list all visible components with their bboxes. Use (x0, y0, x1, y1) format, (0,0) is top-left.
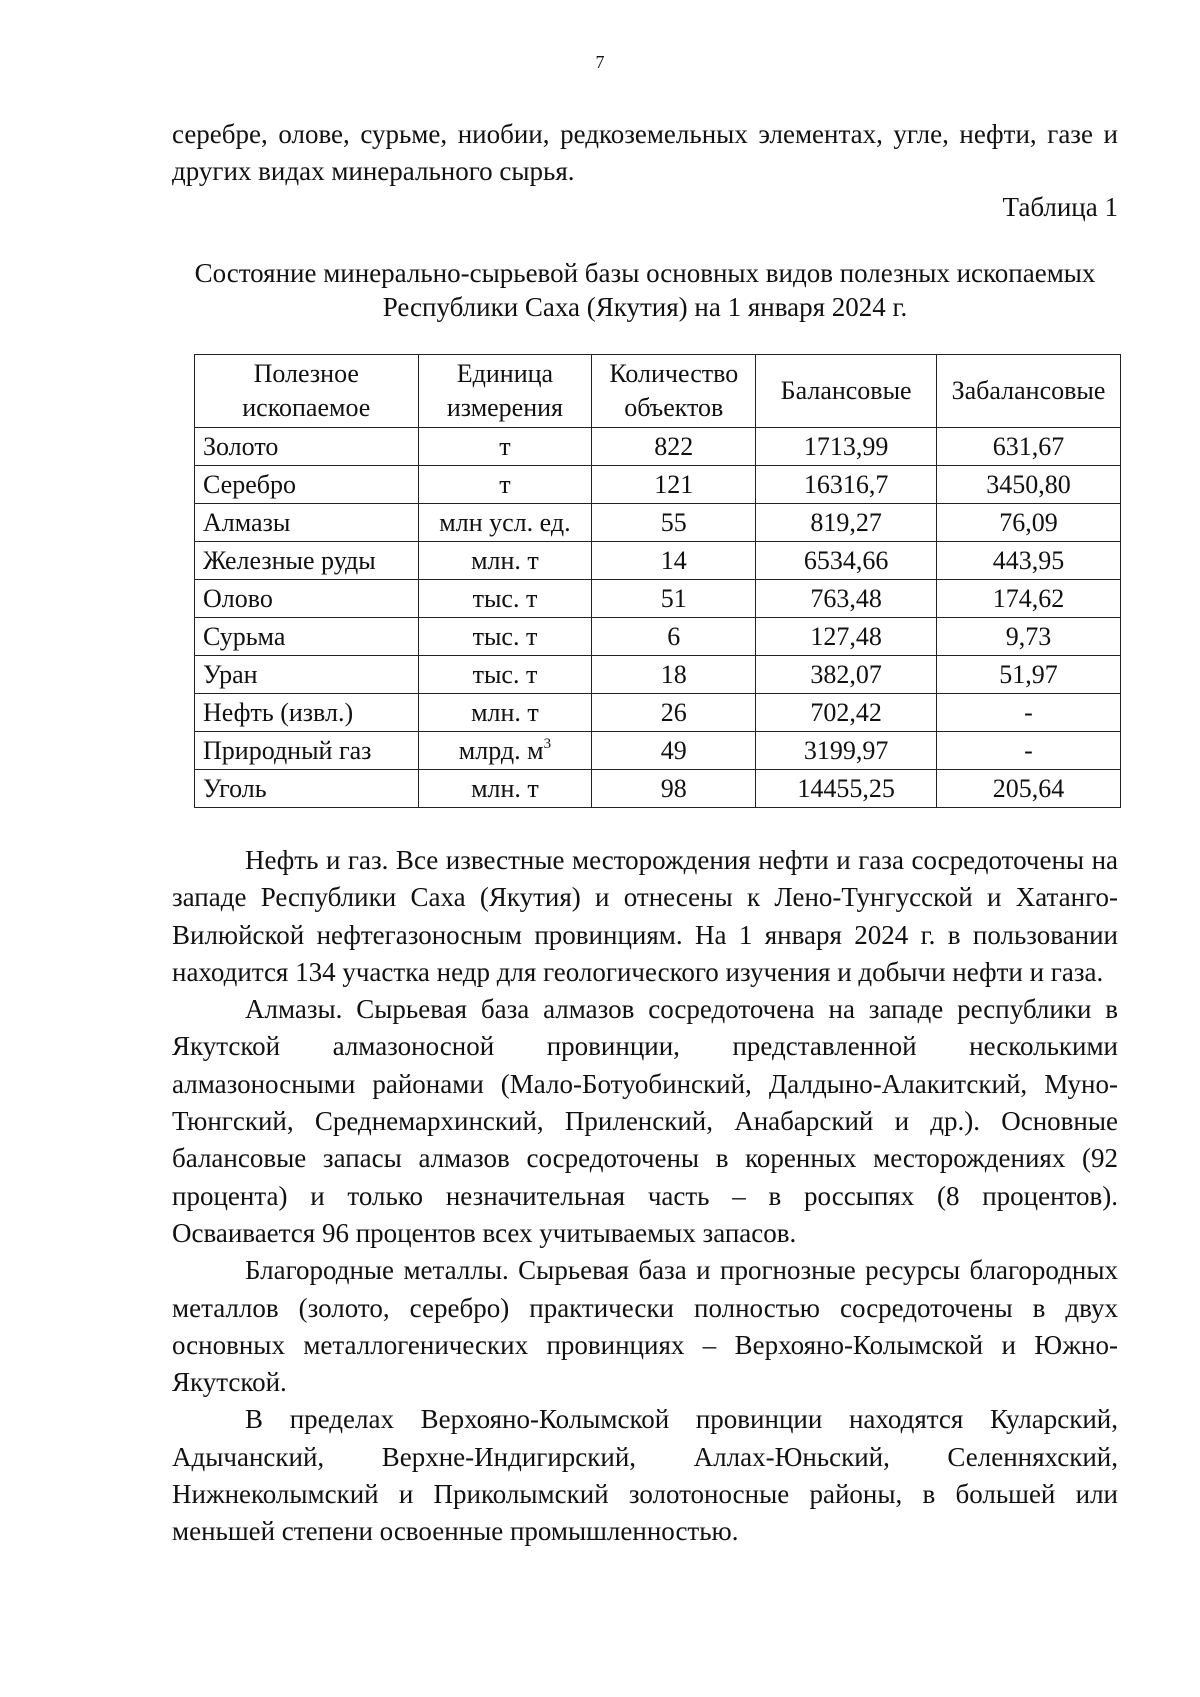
cell-offbalance: 174,62 (937, 580, 1121, 618)
header-mineral-line-2: ископаемое (242, 393, 371, 422)
table-row (195, 428, 1121, 466)
cell-balance: 14455,25 (756, 770, 937, 808)
cell-count: 51 (592, 580, 756, 618)
paragraph-verkhoyansk-kolyma: В пределах Верхояно-Колымской провинции находятся Куларский, Адычанский, Верхне-Индигирский, Аллах-Юньский, Селенняхский, Нижнеколымский и Приколымский золотоносные районы, в большей или меньшей степени освоенные промышленностью. (172, 1404, 1118, 1547)
cell-balance: 382,07 (756, 656, 937, 694)
cell-unit (418, 732, 592, 770)
header-balance-label: Балансовые (780, 376, 912, 405)
cell-balance: 16316,7 (756, 466, 937, 504)
cell-unit: тыс. т (418, 580, 592, 618)
cell-unit-superscript: 3 (543, 735, 552, 752)
paragraph-oil-gas: Нефть и газ. Все известные месторождения нефти и газа сосредоточены на западе Республики Саха (Якутия) и отнесены к Лено-Тунгусской и Хатанго-Вилюйской нефтегазоносным провинциям. На 1 января 2024 г. в пользовании находится 134 участка недр для геологического изучения и добычи нефти и газа. (172, 845, 1118, 987)
table-row (195, 618, 1121, 656)
cell-offbalance: 51,97 (937, 656, 1121, 694)
header-mineral-line-1: Полезное (253, 359, 359, 388)
table-row (195, 466, 1121, 504)
cell-count: 18 (592, 656, 756, 694)
cell-mineral: Железные руды (195, 542, 419, 580)
cell-mineral: Серебро (195, 466, 419, 504)
cell-offbalance: 205,64 (937, 770, 1121, 808)
mineral-resources-table (194, 354, 1121, 808)
header-unit (418, 355, 592, 428)
header-unit-line-2: измерения (446, 393, 564, 422)
cell-count: 49 (592, 732, 756, 770)
cell-mineral: Нефть (извл.) (195, 694, 419, 732)
cell-mineral: Природный газ (195, 732, 419, 770)
table-row (195, 504, 1121, 542)
intro-text: серебре, олове, сурьме, ниобии, редкоземельных элементах, угле, нефти, газе и других видах минерального сырья. (172, 119, 1118, 187)
cell-unit: млн усл. ед. (418, 504, 592, 542)
cell-unit: млн. т (418, 694, 592, 732)
table-label: Таблица 1 (1002, 192, 1118, 222)
cell-mineral: Уран (195, 656, 419, 694)
body-text (172, 842, 1118, 1551)
header-mineral (195, 355, 419, 428)
cell-offbalance: 76,09 (937, 504, 1121, 542)
table-row (195, 542, 1121, 580)
cell-balance: 819,27 (756, 504, 937, 542)
cell-offbalance: - (937, 694, 1121, 732)
cell-balance: 702,42 (756, 694, 937, 732)
cell-offbalance: 3450,80 (937, 466, 1121, 504)
cell-unit: тыс. т (418, 656, 592, 694)
table-row (195, 732, 1121, 770)
paragraph-precious-metals: Благородные металлы. Сырьевая база и прогнозные ресурсы благородных металлов (золото, серебро) практически полностью сосредоточены в двух основных металлогенических провинциях – Верхояно-Колымской и Южно-Якутской. (172, 1255, 1118, 1398)
cell-mineral: Алмазы (195, 504, 419, 542)
table-caption-line-1: Состояние минерально-сырьевой базы основных видов полезных ископаемых (194, 258, 1096, 288)
header-balance (756, 355, 937, 428)
cell-count: 98 (592, 770, 756, 808)
cell-balance: 763,48 (756, 580, 937, 618)
cell-balance: 1713,99 (756, 428, 937, 466)
table-row (195, 694, 1121, 732)
cell-unit: тыс. т (418, 618, 592, 656)
cell-count: 26 (592, 694, 756, 732)
header-offbalance (937, 355, 1121, 428)
cell-mineral: Уголь (195, 770, 419, 808)
table-row (195, 580, 1121, 618)
cell-count: 55 (592, 504, 756, 542)
table-header-row (195, 355, 1121, 428)
cell-count: 121 (592, 466, 756, 504)
cell-balance: 3199,97 (756, 732, 937, 770)
cell-mineral: Золото (195, 428, 419, 466)
header-unit-line-1: Единица (456, 359, 554, 388)
header-count-line-2: объектов (624, 393, 724, 422)
table-row (195, 656, 1121, 694)
cell-count: 14 (592, 542, 756, 580)
header-offbalance-label: Забалансовые (951, 376, 1106, 405)
cell-balance: 127,48 (756, 618, 937, 656)
cell-unit: т (418, 428, 592, 466)
cell-offbalance: 631,67 (937, 428, 1121, 466)
cell-offbalance: 9,73 (937, 618, 1121, 656)
cell-mineral: Сурьма (195, 618, 419, 656)
cell-offbalance: - (937, 732, 1121, 770)
cell-unit: млн. т (418, 770, 592, 808)
cell-balance: 6534,66 (756, 542, 937, 580)
table-caption (172, 256, 1118, 324)
cell-count: 6 (592, 618, 756, 656)
header-count (592, 355, 756, 428)
cell-mineral: Олово (195, 580, 419, 618)
paragraph-diamonds: Алмазы. Сырьевая база алмазов сосредоточена на западе республики в Якутской алмазоносной провинции, представленной несколькими алмазоносными районами (Мало-Ботуобинский, Далдыно-Алакитский, Муно-Тюнгский, Среднемархинский, Приленский, Анабарский и др.). Основные балансовые запасы алмазов сосредоточены в коренных месторождениях (92 процента) и только незначительная часть – в россыпях (8 процентов). Осваивается 96 процентов всех учитываемых запасов. (172, 994, 1118, 1248)
cell-unit: млн. т (418, 542, 592, 580)
intro-paragraph (172, 116, 1118, 191)
cell-unit: т (418, 466, 592, 504)
cell-count: 822 (592, 428, 756, 466)
header-count-line-1: Количество (609, 359, 739, 388)
cell-unit-text: млрд. м (458, 735, 544, 765)
cell-offbalance: 443,95 (937, 542, 1121, 580)
page-number: 7 (595, 52, 605, 72)
table-row (195, 770, 1121, 808)
table-caption-line-2: Республики Саха (Якутия) на 1 января 2024 г. (382, 292, 908, 322)
